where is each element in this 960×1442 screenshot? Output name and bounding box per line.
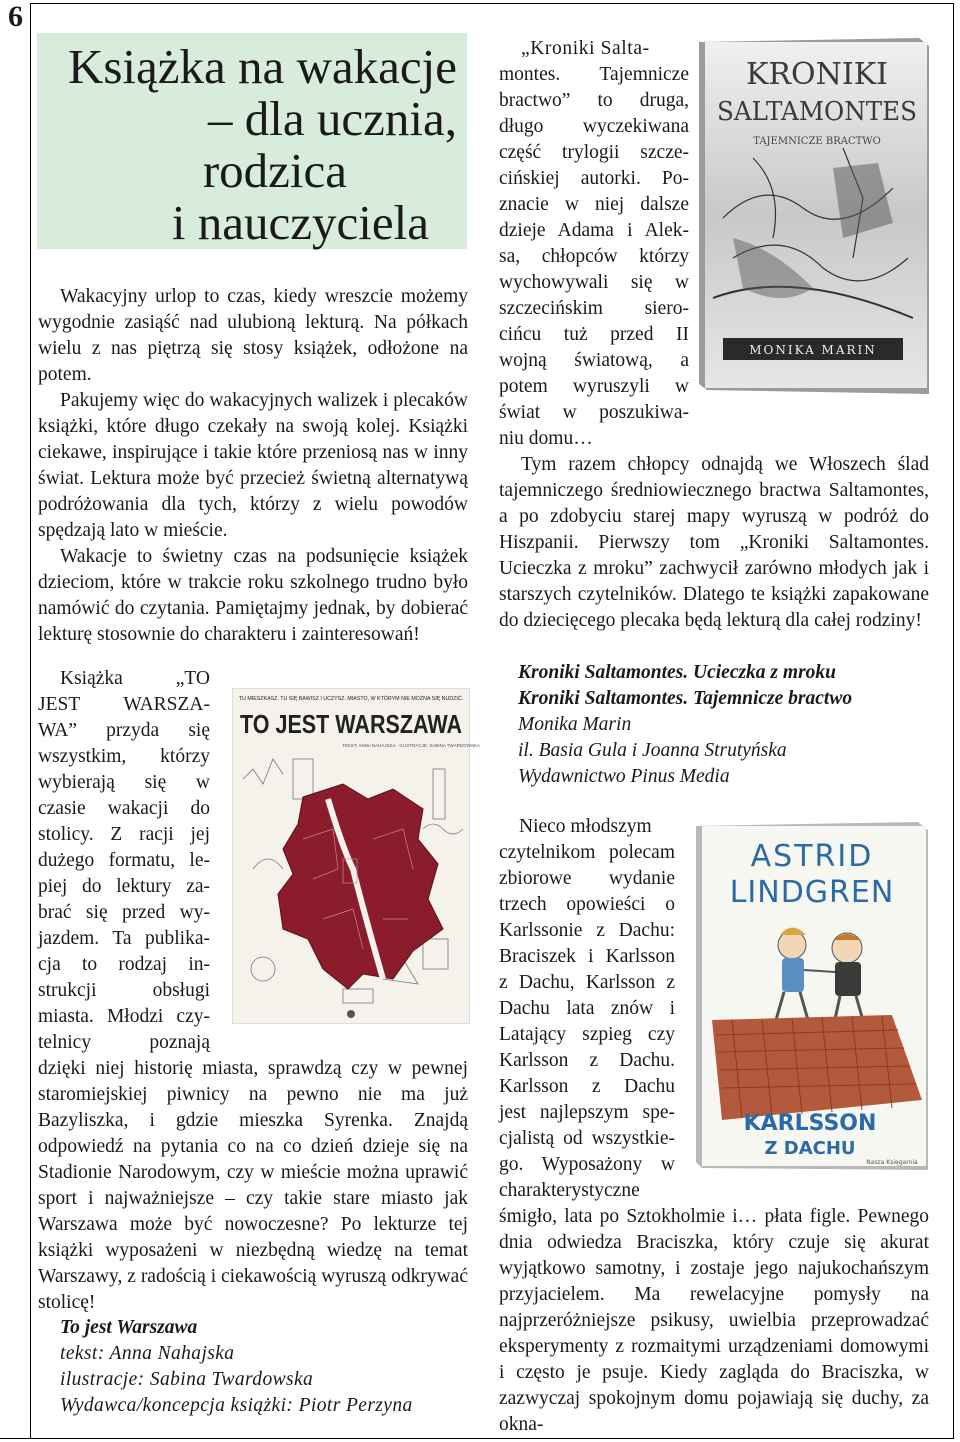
book-title: To jest Warszawa	[60, 1317, 198, 1338]
karlsson-title-1: KARLSSON	[743, 1111, 877, 1136]
illustrator-credit: ilustracje: Sabina Twardowska	[60, 1369, 314, 1390]
warszawa-line: JEST WARSZA-	[38, 694, 210, 715]
article-title-box	[37, 33, 467, 249]
to-jest-warszawa-cover	[232, 688, 480, 1024]
warszawa-line: cja to rodzaj in-	[38, 954, 210, 975]
saltamontes-cover-art	[693, 38, 931, 398]
karlsson-line: cjalistą od wszystkie-	[499, 1128, 675, 1149]
saltamontes-publisher-credit: Wydawnictwo Pinus Media	[518, 766, 730, 787]
karlsson-author-1: ASTRID	[750, 839, 874, 874]
kroniki-saltamontes-cover	[693, 38, 931, 398]
page-number: 6	[8, 0, 23, 33]
karlsson-line: Karlssonie z Dachu:	[499, 920, 675, 941]
saltamontes-line: sa, chłopców którzy	[499, 246, 689, 267]
karlsson-line: Latający szpieg czy	[499, 1024, 675, 1045]
warszawa-cover-art	[233, 689, 480, 1023]
warszawa-line: stolicy. Z racji jej	[38, 824, 210, 845]
saltamontes-line: wychowywali się w	[499, 272, 689, 293]
karlsson-paragraph: śmigło, lata po Sztokholmie i… płata figle. Pewnego dnia odwiedza Braciszka, który czuje się akurat wyjątkowo samotny, i zostaje jego najukochańszym przyjacielem. Ma rewelacyjne pomysły na najprzeróżniejsze psikusy, uwielbia przeprowadzać eksperymenty z rozmaitymi urządzeniami domowymi i często je psuje. Kiedy zagląda do Braciszka, w zazwyczaj spokojnym domu pojawiają się duchy, za okna-	[499, 1206, 929, 1435]
saltamontes-line: cińcu tuż przed II	[499, 324, 689, 345]
cover-tagline: TU MIESZKASZ. TU SIĘ BAWISZ I UCZYSZ. MIASTO, W KTÓRYM NIE MOŻNA SIĘ NUDZIĆ.	[238, 696, 464, 702]
karlsson-line: z Dachu, Karlsson z	[499, 972, 675, 993]
intro-text	[38, 284, 468, 648]
saltamontes-line: „Kroniki Salta-	[521, 38, 650, 59]
warszawa-line: wszystkim, którzy	[38, 746, 210, 767]
karlsson-line: Dachu lata znów i	[499, 998, 675, 1019]
karlsson-line: go. Wyposażony w	[499, 1154, 675, 1175]
saltamontes-credits	[518, 660, 938, 790]
title-line-2: – dla ucznia,	[208, 91, 457, 146]
warszawa-line: piej do lektury za-	[38, 876, 210, 897]
saltamontes-line: część trylogii szcze-	[499, 142, 689, 163]
karlsson-author-2: LINDGREN	[729, 875, 895, 910]
warszawa-line: miasta. Młodzi czy-	[38, 1006, 210, 1027]
saltamontes-line: długo wyczekiwana	[499, 116, 689, 137]
karlsson-narrow-text	[499, 814, 675, 1204]
saltamontes-book-title-2: Kroniki Saltamontes. Tajemnicze bractwo	[518, 688, 853, 709]
karlsson-line: Karlsson z Dachu.	[499, 1050, 675, 1071]
karlsson-line: zbiorowe wydanie	[499, 868, 675, 889]
author-credit: tekst: Anna Nahajska	[60, 1343, 235, 1364]
saltamontes-title-2: SALTAMONTES	[717, 97, 917, 127]
karlsson-title-2: Z DACHU	[764, 1138, 856, 1159]
warszawa-rest-text	[38, 1056, 468, 1316]
warszawa-line: strukcji obsługi	[38, 980, 210, 1001]
warszawa-line: czasie wakacji do	[38, 798, 210, 819]
saltamontes-subtitle: TAJEMNICZE BRACTWO	[753, 136, 881, 147]
saltamontes-narrow-text	[499, 36, 689, 452]
warszawa-line: dużego formatu, le-	[38, 850, 210, 871]
cover-title: TO JEST WARSZAWA	[240, 709, 463, 739]
karlsson-line: trzech opowieści o	[499, 894, 675, 915]
saltamontes-line: świat w poszukiwa-	[499, 402, 689, 423]
left-rule	[30, 3, 31, 1439]
saltamontes-line: potem wyruszyli w	[499, 376, 689, 397]
saltamontes-line: niu domu…	[499, 428, 593, 449]
saltamontes-author-credit: Monika Marin	[518, 714, 632, 735]
saltamontes-line: znacie w niej dalsze	[499, 194, 689, 215]
intro-paragraph-2: Pakujemy więc do wakacyjnych walizek i plecaków książki, które długo czekały na swoją kolej. Książki ciekawe, inspirujące i takie które przeniosą nas w inny świat. Lektura może być przecież świetną alternatywą podróżowania dla tych, którzy z wielu powodów spędzają lato w mieście.	[38, 390, 468, 541]
karlsson-line: Braciszek i Karlsson	[499, 946, 675, 967]
intro-paragraph-1: Wakacyjny urlop to czas, kiedy wreszcie możemy wygodnie zasiąść nad ulubioną lekturą. Na półkach wielu z nas piętrzą się stosy książek, odłożone na potem.	[38, 286, 468, 385]
karlsson-line: Karlsson z Dachu	[499, 1076, 675, 1097]
karlsson-z-dachu-cover	[692, 820, 930, 1172]
warszawa-line: jazdem. Ta publika-	[38, 928, 210, 949]
karlsson-publisher: Nasza Księgarnia	[866, 1159, 918, 1166]
karlsson-line: czytelnikom polecam	[499, 842, 675, 863]
saltamontes-line: cińskiej autorki. Po-	[499, 168, 689, 189]
warszawa-line: wybierają się w	[38, 772, 210, 793]
saltamontes-line: wojną światową, a	[499, 350, 689, 371]
saltamontes-line: montes. Tajemnicze	[499, 64, 689, 85]
saltamontes-book-title-1: Kroniki Saltamontes. Ucieczka z mroku	[518, 662, 836, 683]
saltamontes-paragraph: Tym razem chłopcy odnajdą we Włoszech ślad tajemniczego średniowiecznego bractwa Saltamontes, a po zdobyciu starej mapy wyruszą w podróż do Hiszpanii. Pierwszy tom „Kroniki Saltamontes. Ucieczka z mroku” zachwycił zarówno młodych jak i starszych czytelników. Dlatego te książki zapakowane do dziecięcego plecaka będą lekturą dla całej rodziny!	[499, 454, 929, 631]
warszawa-line: WA” przyda się	[38, 720, 210, 741]
saltamontes-illustrator-credit: il. Basia Gula i Joanna Strutyńska	[518, 740, 787, 761]
title-line-4: i nauczyciela	[171, 195, 429, 250]
title-line-3: rodzica	[202, 143, 347, 198]
warszawa-paragraph: dzięki niej historię miasta, sprawdzą czy w pewnej staromiejskiej piwnicy na pewno nie ma już Bazyliszka, i gdzie mieszka Syrenka. Znajdą odpowiedź na pytania co na co dzień dzieje się na Stadionie Narodowym, czy w mieście można uprawić sport i najważniejsze – czy takie stare miasto jak Warszawa może być nowoczesne? Po lekturze tej książki wyposażeni w niezbędną wiedzę na temat Warszawy, z radością i ciekawością wyruszą odkrywać stolicę!	[38, 1058, 468, 1313]
saltamontes-line: bractwo” to druga,	[499, 90, 689, 111]
saltamontes-title-1: KRONIKI	[746, 57, 888, 92]
saltamontes-line: dzieje Adama i Alek-	[499, 220, 689, 241]
warszawa-line: telnicy poznają	[38, 1032, 210, 1053]
karlsson-line: charakterystyczne	[499, 1180, 640, 1201]
publisher-credit: Wydawca/koncepcja książki: Piotr Perzyna	[60, 1395, 413, 1416]
warszawa-narrow-text	[38, 666, 210, 1056]
karlsson-line: Nieco młodszym	[519, 816, 652, 837]
cover-credits: TEKST: ANNA NAHAJSKA · ILUSTRACJE: SABINA TWARDOWSKA	[342, 743, 480, 748]
bottom-rule	[0, 1438, 954, 1439]
karlsson-rest-text	[499, 1204, 929, 1438]
saltamontes-author: MONIKA MARIN	[749, 343, 877, 357]
warszawa-line: brać się przed wy-	[38, 902, 210, 923]
title-line-1: Książka na wakacje	[67, 39, 457, 94]
saltamontes-line: szczecińskim siero-	[499, 298, 689, 319]
intro-paragraph-3: Wakacje to świetny czas na podsunięcie książek dzieciom, które w trakcie roku szkolnego trudno było namówić do czytania. Pamiętajmy jednak, by dobierać lekturę stosownie do charakteru i zainteresowań!	[38, 546, 468, 645]
right-rule	[953, 3, 954, 1439]
top-rule	[30, 3, 954, 4]
warszawa-credits	[60, 1315, 480, 1419]
karlsson-line: jest najlepszym spe-	[499, 1102, 675, 1123]
warszawa-line: Książka „TO	[60, 668, 210, 689]
karlsson-cover-art	[692, 820, 930, 1172]
saltamontes-rest-text	[499, 452, 929, 634]
